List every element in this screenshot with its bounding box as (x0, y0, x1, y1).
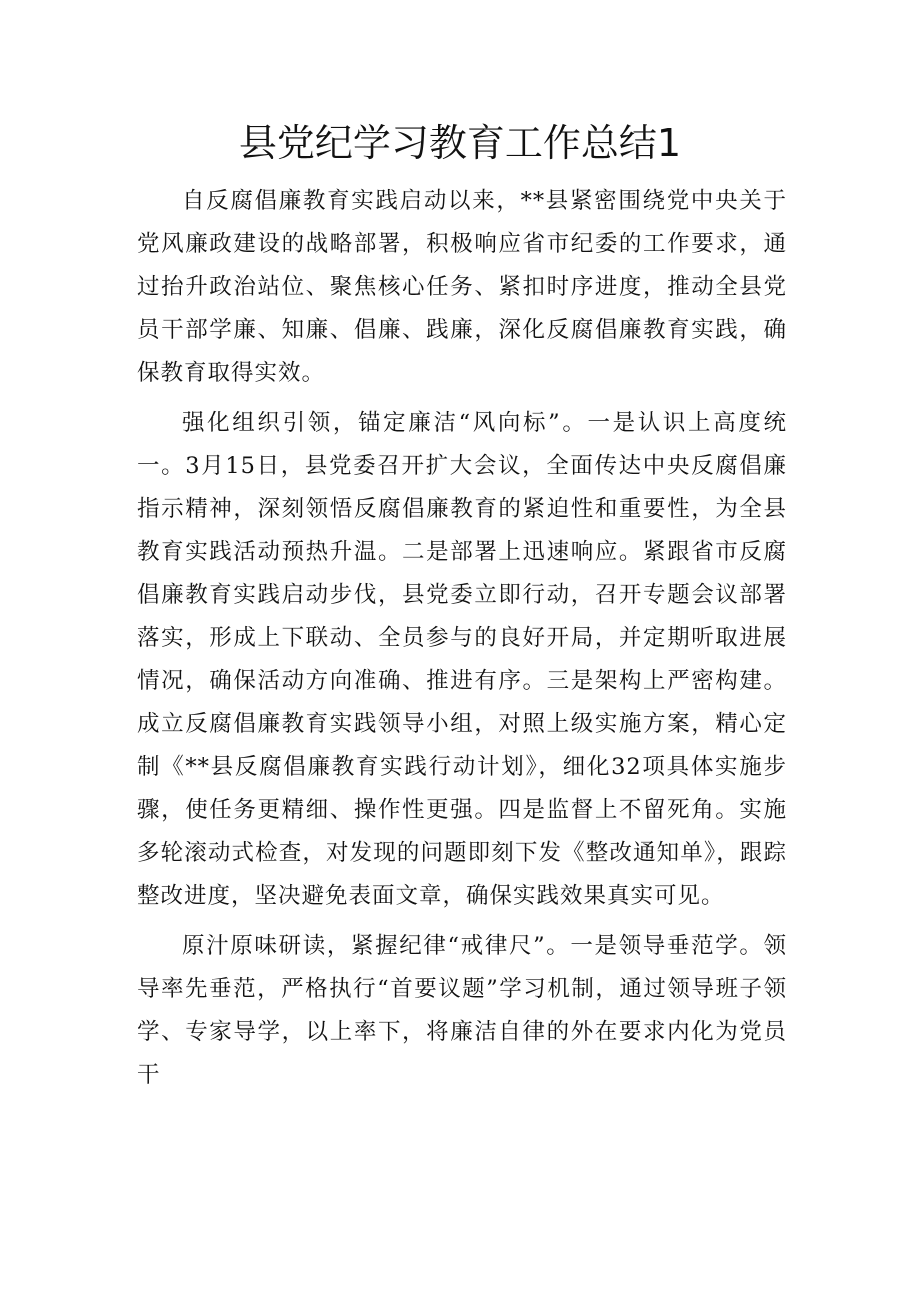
document-body (137, 180, 787, 1104)
paragraph-study: 原汁原味研读，紧握纪律“戒律尺”。一是领导垂范学。领导率先垂范，严格执行“首要议题”学习机制，通过领导班子领学、专家导学，以上率下，将廉洁自律的外在要求内化为党员干 (137, 933, 787, 1088)
document-title: 县党纪学习教育工作总结1 (238, 121, 682, 165)
paragraph-intro: 自反腐倡廉教育实践启动以来，**县紧密围绕党中央关于党风廉政建设的战略部署，积极响应省市纪委的工作要求，通过抬升政治站位、聚焦核心任务、紧扣时序进度，推动全县党员干部学廉、知廉、倡廉、践廉，深化反腐倡廉教育实践，确保教育取得实效。 (137, 188, 787, 386)
paragraph-organization: 强化组织引领，锚定廉洁“风向标”。一是认识上高度统一。3月15日，县党委召开扩大会议，全面传达中央反腐倡廉指示精神，深刻领悟反腐倡廉教育的紧迫性和重要性，为全县教育实践活动预热升温。二是部署上迅速响应。紧跟省市反腐倡廉教育实践启动步伐，县党委立即行动，召开专题会议部署落实，形成上下联动、全员参与的良好开局，并定期听取进展情况，确保活动方向准确、推进有序。三是架构上严密构建。成立反腐倡廉教育实践领导小组，对照上级实施方案，精心定制《**县反腐倡廉教育实践行动计划》，细化32项具体实施步骤，使任务更精细、操作性更强。四是监督上不留死角。实施多轮滚动式检查，对发现的问题即刻下发《整改通知单》，跟踪整改进度，坚决避免表面文章，确保实践效果真实可见。 (137, 410, 787, 909)
